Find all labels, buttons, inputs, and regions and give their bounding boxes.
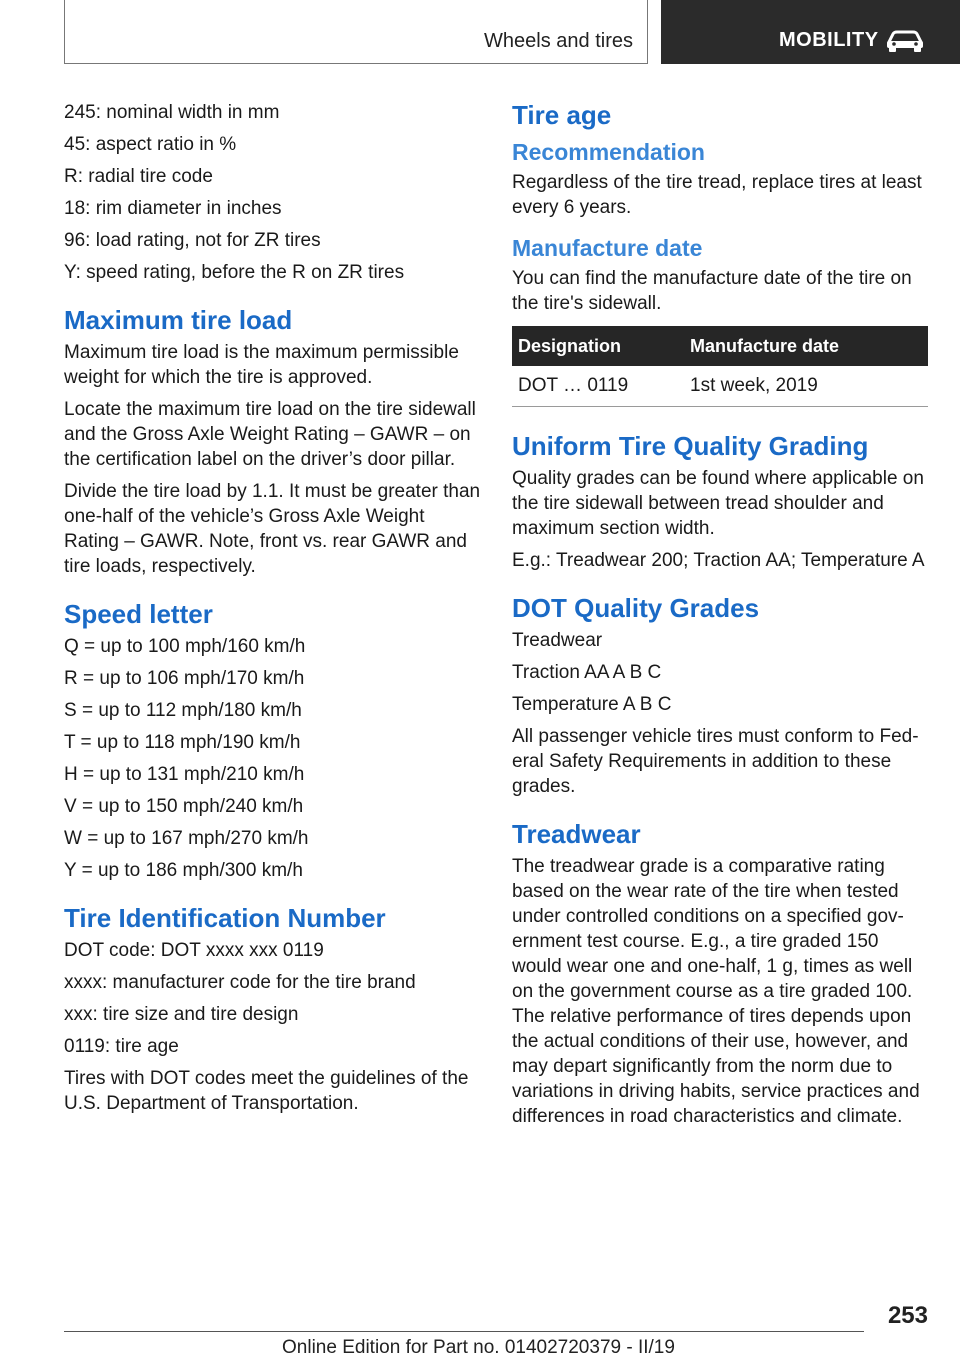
header-section-box — [64, 0, 648, 64]
tin-line: DOT code: DOT xxxx xxx 0119 — [64, 940, 324, 961]
size-line: 45: aspect ratio in % — [64, 134, 237, 155]
footer-divider — [64, 1331, 864, 1332]
tin-line: 0119: tire age — [64, 1036, 179, 1057]
max-load-heading: Maximum tire load — [64, 305, 293, 335]
speed-letter-heading: Speed letter — [64, 599, 213, 629]
speed-line: Q = up to 100 mph/160 km/h — [64, 636, 306, 657]
table-header-cell: Designation — [512, 326, 684, 366]
tire-age-heading: Tire age — [512, 100, 612, 130]
size-line: 245: nominal width in mm — [64, 102, 280, 123]
manufacture-date-table — [512, 326, 928, 407]
size-line: 96: load rating, not for ZR tires — [64, 230, 321, 251]
left-column — [64, 100, 484, 1123]
treadwear-paragraph: The treadwear grade is a comparative rating based on the wear rate of the tire when tested under controlled conditions on a specified gov-ernment test course. E.g., a tire graded 150 would wear one and one-half, 1 g, times as well on the government course as a tire graded 100. The relative performance of tires depends upon the actual conditions of their use, however, and may depart significantly from the norm due to variations in driving habits, service practices and differences in road characteristics and climate. — [512, 856, 920, 1127]
max-load-paragraph: Locate the maximum tire load on the tire sidewall and the Gross Axle Weight Rating – GAWR – on the certification label on the driver’s door pillar. — [64, 399, 476, 470]
utqg-paragraph: E.g.: Treadwear 200; Traction AA; Temperature A — [512, 550, 925, 571]
tin-line: xxxx: manufacturer code for the tire brand — [64, 972, 416, 993]
recommendation-text: Regardless of the tire tread, replace tires at least every 6 years. — [512, 172, 922, 218]
recommendation-heading: Recommendation — [512, 139, 705, 165]
utqg-paragraph: Quality grades can be found where applicable on the tire sidewall between tread shoulder and maximum section width. — [512, 468, 924, 539]
header-section-title: Wheels and tires — [484, 30, 633, 52]
speed-line: V = up to 150 mph/240 km/h — [64, 796, 304, 817]
speed-line: H = up to 131 mph/210 km/h — [64, 764, 305, 785]
speed-line: R = up to 106 mph/170 km/h — [64, 668, 305, 689]
header-chapter-tab — [661, 0, 960, 64]
tin-heading: Tire Identification Number — [64, 903, 386, 933]
manufacture-date-text: You can find the manufacture date of the tire on the tire's sidewall. — [512, 268, 912, 314]
table-cell: 1st week, 2019 — [684, 366, 928, 407]
dot-grades-heading: DOT Quality Grades — [512, 593, 760, 623]
speed-line: S = up to 112 mph/180 km/h — [64, 700, 302, 721]
dot-grade-line: Treadwear — [512, 630, 603, 651]
size-line: Y: speed rating, before the R on ZR tires — [64, 262, 405, 283]
car-icon — [885, 28, 925, 52]
dot-grade-line: Traction AA A B C — [512, 662, 662, 683]
table-header-cell: Manufacture date — [684, 326, 928, 366]
dot-grade-line: Temperature A B C — [512, 694, 672, 715]
max-load-paragraph: Maximum tire load is the maximum permissible weight for which the tire is approved. — [64, 342, 459, 388]
tin-paragraph: Tires with DOT codes meet the guidelines of the U.S. Department of Transportation. — [64, 1068, 469, 1114]
header-chapter-title: MOBILITY — [779, 29, 879, 51]
utqg-heading: Uniform Tire Quality Grading — [512, 431, 869, 461]
max-load-paragraph: Divide the tire load by 1.1. It must be greater than one-half of the vehicle’s Gross Axle Weight Rating – GAWR. Note, front vs. rear GAWR and tire loads, respectively. — [64, 481, 481, 577]
table-cell: DOT … 0119 — [512, 366, 684, 407]
footer-edition: Online Edition for Part no. 01402720379 - II/19 — [282, 1337, 675, 1358]
tin-line: xxx: tire size and tire design — [64, 1004, 299, 1025]
size-line: R: radial tire code — [64, 166, 213, 187]
manufacture-date-heading: Manufacture date — [512, 235, 703, 261]
size-line: 18: rim diameter in inches — [64, 198, 282, 219]
speed-line: T = up to 118 mph/190 km/h — [64, 732, 301, 753]
speed-line: Y = up to 186 mph/300 km/h — [64, 860, 303, 881]
right-column — [512, 100, 928, 1136]
speed-line: W = up to 167 mph/270 km/h — [64, 828, 309, 849]
treadwear-heading: Treadwear — [512, 819, 641, 849]
table-header-row — [512, 326, 928, 366]
dot-grades-paragraph: All passenger vehicle tires must conform to Fed-eral Safety Requirements in addition to these grades. — [512, 726, 919, 797]
page-number: 253 — [887, 1302, 928, 1329]
table-row — [512, 366, 928, 407]
